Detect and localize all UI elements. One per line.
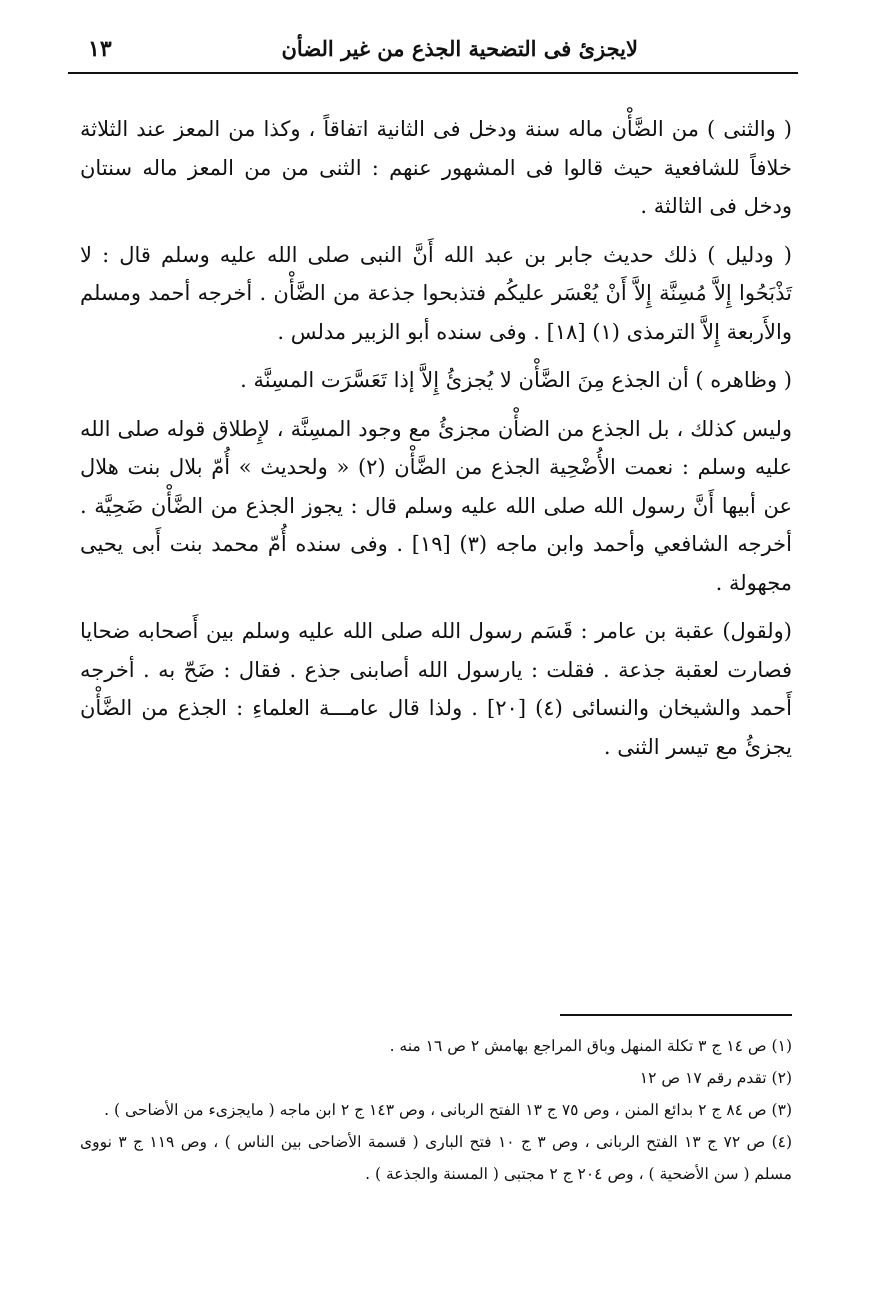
paragraph-laysa-kadhalik: وليس كذلك ، بل الجذع من الضأْن مجزئُ مع وجود المسِنَّة ، لإِطلاق قوله صلى الله عليه وسلم : نعمت الأُضْحِية الجذع من الضَّأْن (٢) « ولحديث » أُمّ بلال بنت هلال عن أبيها أَنَّ رسول الله صلى الله عليه وسلم قال : يجوز الجذع من الضَّأْن ضَحِيَّة . أخرجه الشافعي وأحمد وابن ماجه (٣) [١٩] . وفى سنده أُمّ محمد بنت أَبى يحيى مجهولة .	[80, 416, 793, 595]
footnotes	[80, 1030, 792, 1190]
paragraph-thani: ( والثنى ) من الضَّأْن ماله سنة ودخل فى الثانية اتفاقاً ، وكذا من المعز عند الثلاثة خلافاً للشافعية حيث قالوا فى المشهور عنهم : الثنى من من المعز ماله سنتان ودخل فى الثالثة .	[80, 117, 792, 218]
paragraph-dalil: ( ودليل ) ذلك حديث جابر بن عبد الله أَنَّ النبى صلى الله عليه وسلم قال : لا تَذْبَحُوا إِلاَّ مُسِنَّة إِلاَّ أَنْ يُعْسَر عليكُم فتذبحوا جذعة من الضَّأْن . أخرجه أحمد ومسلم والأَربعة إِلاَّ الترمذى (١) [١٨] . وفى سنده أبو الزبير مدلس .	[80, 242, 792, 344]
main-text	[80, 110, 792, 776]
footnote-divider	[560, 1014, 792, 1016]
paragraph-uqba: (ولقول) عقبة بن عامر : قَسَم رسول الله صلى الله عليه وسلم بين أَصحابه ضحايا فصارت لعقبة جذعة . فقلت : يارسول الله أصابنى جذع . فقال : ضَحّ به . أخرجه أَحمد والشيخان والنسائى (٤) [٢٠] . ولذا قال عامـــة العلماءِ : الجذع من الضَّأْن يجزئُ مع تيسر الثنى .	[80, 619, 792, 759]
footnote-4: (٤) ص ٧٢ ج ١٣ الفتح الربانى ، وص ٣ ج ١٠ فتح البارى ( قسمة الأضاحى بين الناس ) ، وص ١١٩ ج ٣ نووى مسلم ( سن الأضحية ) ، وص ٢٠٤ ج ٢ مجتبى ( المسنة والجذعة ) .	[80, 1133, 793, 1183]
footnote-3: (٣) ص ٨٤ ج ٢ بدائع المنن ، وص ٧٥ ج ١٣ الفتح الربانى ، وص ١٤٣ ج ٢ ابن ماجه ( مايجزىء من الأضاحى ) .	[104, 1101, 792, 1119]
header-title: لايجزئ فى التضحية الجذع من غير الضأن	[281, 36, 638, 61]
paragraph-zahiruh: ( وظاهره ) أن الجذع مِنَ الضَّأْن لا يُجزئُ إِلاَّ إذا تَعَسَّرَت المسِنَّة .	[240, 368, 792, 392]
footnote-1: (١) ص ١٤ ج ٣ تكلة المنهل وباق المراجع بهامش ٢ ص ١٦ منه .	[389, 1037, 792, 1055]
page-number: ١٣	[88, 36, 112, 62]
running-header	[68, 28, 798, 74]
footnote-2: (٢) تقدم رقم ١٧ ص ١٢	[639, 1069, 792, 1087]
